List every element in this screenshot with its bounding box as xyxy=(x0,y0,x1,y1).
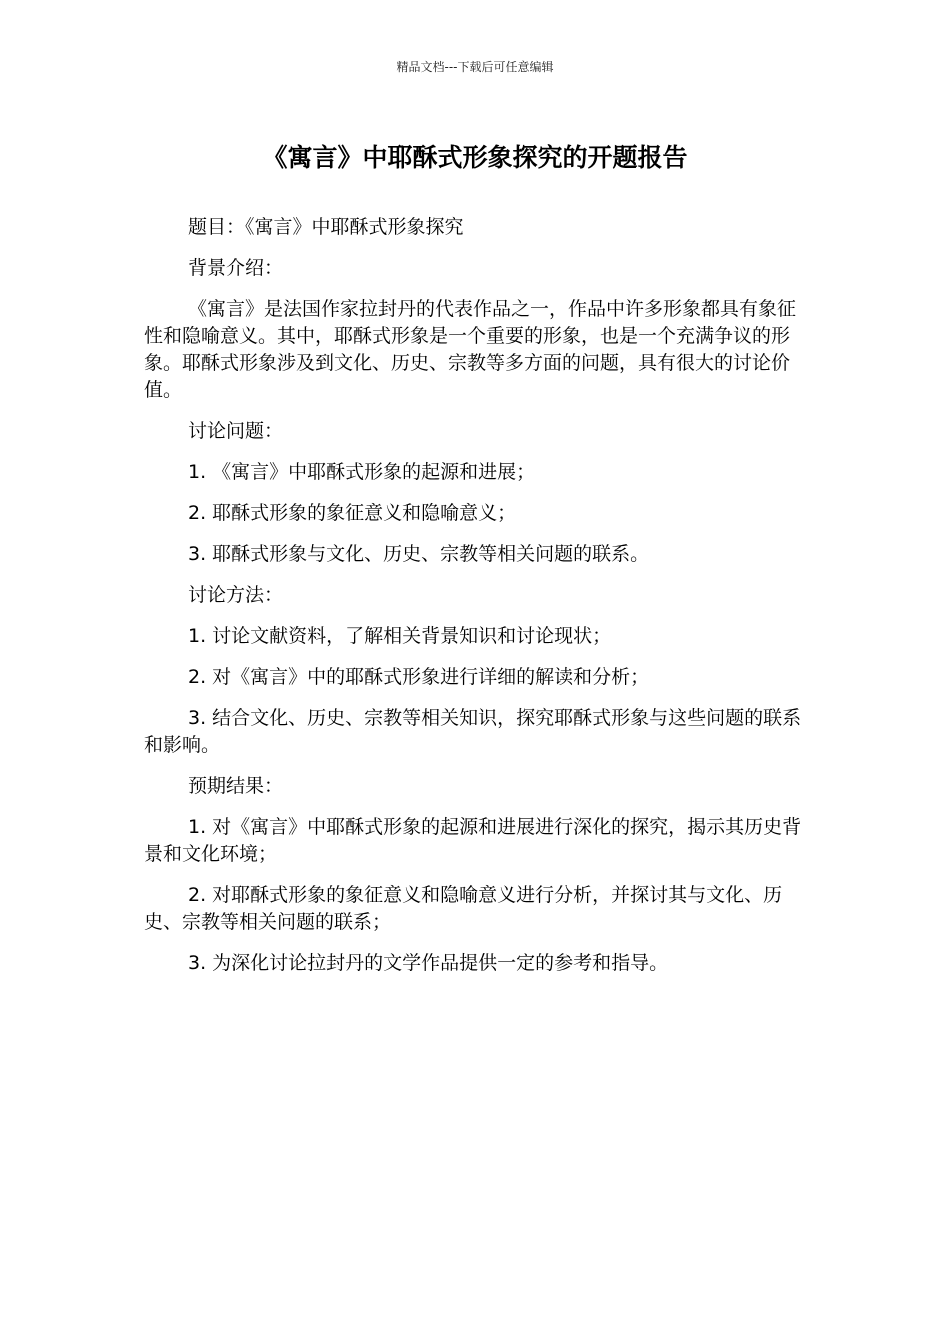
result-item-2: 2. 对耶酥式形象的象征意义和隐喻意义进行分析，并探讨其与文化、历史、宗教等相关问题的联系； xyxy=(144,884,783,933)
header-note: 精品文档---下载后可任意编辑 xyxy=(396,60,554,74)
method-item-1: 1. 讨论文献资料，了解相关背景知识和讨论现状； xyxy=(188,625,612,647)
background-paragraph: 《寓言》是法国作家拉封丹的代表作品之一，作品中许多形象都具有象征性和隐喻意义。其中，耶酥式形象是一个重要的形象，也是一个充满争议的形象。耶酥式形象涉及到文化、历史、宗教等多方面的问题，具有很大的讨论价值。 xyxy=(144,298,797,401)
results-heading: 预期结果： xyxy=(188,775,284,797)
question-item-2: 2. 耶酥式形象的象征意义和隐喻意义； xyxy=(188,502,517,524)
document-title: 《寓言》中耶酥式形象探究的开题报告 xyxy=(262,143,688,172)
topic-line: 题目：《寓言》中耶酥式形象探究 xyxy=(188,216,464,238)
document-body xyxy=(144,214,812,991)
background-heading: 背景介绍： xyxy=(188,257,284,279)
method-item-2: 2. 对《寓言》中的耶酥式形象进行详细的解读和分析； xyxy=(188,666,650,688)
methods-heading: 讨论方法： xyxy=(188,584,284,606)
result-item-1: 1. 对《寓言》中耶酥式形象的起源和进展进行深化的探究，揭示其历史背景和文化环境； xyxy=(144,816,802,865)
result-item-3: 3. 为深化讨论拉封丹的文学作品提供一定的参考和指导。 xyxy=(188,952,669,974)
question-item-3: 3. 耶酥式形象与文化、历史、宗教等相关问题的联系。 xyxy=(188,543,650,565)
method-item-3: 3. 结合文化、历史、宗教等相关知识，探究耶酥式形象与这些问题的联系和影响。 xyxy=(144,707,802,756)
questions-heading: 讨论问题： xyxy=(188,420,284,442)
question-item-1: 1. 《寓言》中耶酥式形象的起源和进展； xyxy=(188,461,536,483)
